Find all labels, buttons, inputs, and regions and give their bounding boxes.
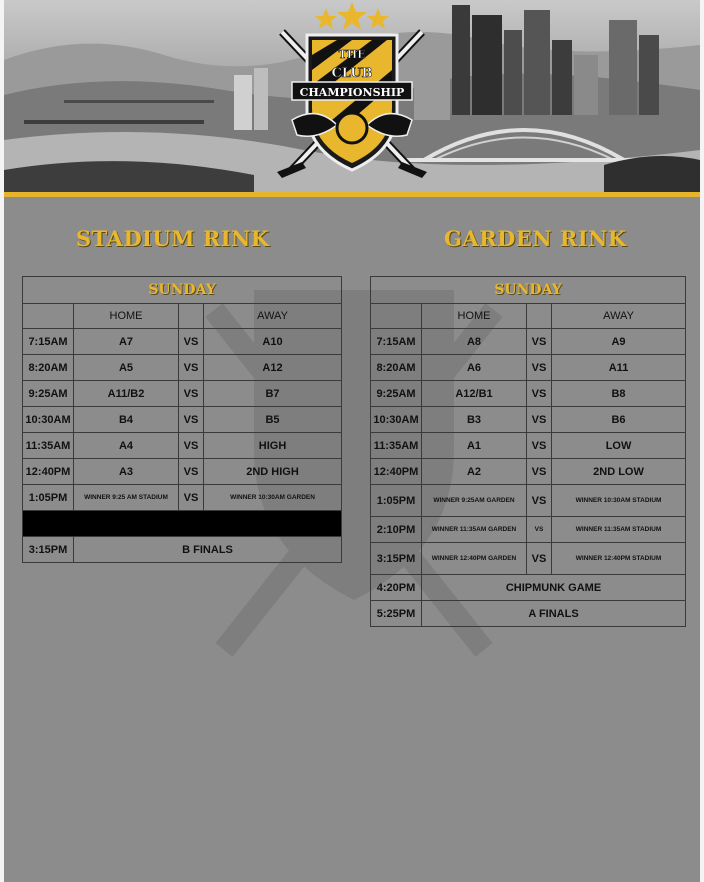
vs-cell: VS — [527, 329, 552, 355]
away-cell: WINNER 10:30AM GARDEN — [204, 485, 342, 511]
vs-cell: VS — [179, 381, 204, 407]
time-cell: 10:30AM — [23, 407, 74, 433]
day-header: SUNDAY — [371, 277, 686, 304]
time-cell: 12:40PM — [23, 459, 74, 485]
time-cell: 8:20AM — [371, 355, 422, 381]
time-cell: 11:35AM — [23, 433, 74, 459]
vs-cell: VS — [527, 543, 552, 575]
table-row — [23, 537, 342, 563]
garden-rink-title: GARDEN RINK — [444, 226, 627, 251]
table-row — [23, 485, 342, 511]
vs-cell: VS — [527, 407, 552, 433]
away-cell: WINNER 10:30AM STADIUM — [552, 485, 686, 517]
header-banner — [4, 0, 700, 194]
vs-cell: VS — [179, 459, 204, 485]
vs-cell: VS — [527, 485, 552, 517]
home-cell: B4 — [74, 407, 179, 433]
gold-divider — [4, 192, 700, 197]
vs-cell: VS — [179, 433, 204, 459]
table-row — [23, 433, 342, 459]
time-cell: 7:15AM — [371, 329, 422, 355]
away-cell: B5 — [204, 407, 342, 433]
table-row — [23, 381, 342, 407]
time-cell: 4:20PM — [371, 575, 422, 601]
logo-text-championship: CHAMPIONSHIP — [299, 86, 405, 99]
away-cell: 2ND HIGH — [204, 459, 342, 485]
time-cell: 7:15AM — [23, 329, 74, 355]
home-cell: WINNER 12:40PM GARDEN — [422, 543, 527, 575]
time-cell: 5:25PM — [371, 601, 422, 627]
time-cell: 3:15PM — [371, 543, 422, 575]
home-cell: A7 — [74, 329, 179, 355]
time-cell: 8:20AM — [23, 355, 74, 381]
stadium-schedule-table — [22, 276, 342, 563]
away-cell: A10 — [204, 329, 342, 355]
away-cell: WINNER 11:35AM STADIUM — [552, 517, 686, 543]
away-cell: B7 — [204, 381, 342, 407]
table-row — [371, 601, 686, 627]
time-cell: 3:15PM — [23, 537, 74, 563]
home-cell: A3 — [74, 459, 179, 485]
home-cell: A8 — [422, 329, 527, 355]
blank-header-cell — [527, 304, 552, 329]
logo-text-the: THE — [338, 48, 366, 61]
vs-cell: VS — [527, 381, 552, 407]
table-row — [23, 459, 342, 485]
club-championship-logo — [262, 0, 442, 194]
away-cell: A12 — [204, 355, 342, 381]
vs-cell: VS — [179, 407, 204, 433]
away-header: AWAY — [204, 304, 342, 329]
away-cell: B8 — [552, 381, 686, 407]
away-cell: A9 — [552, 329, 686, 355]
away-cell: WINNER 12:40PM STADIUM — [552, 543, 686, 575]
home-cell: A6 — [422, 355, 527, 381]
home-cell: B3 — [422, 407, 527, 433]
star-icon — [315, 8, 337, 29]
vs-cell: VS — [527, 355, 552, 381]
table-row — [371, 517, 686, 543]
home-header: HOME — [422, 304, 527, 329]
blocked-cell — [23, 511, 342, 537]
home-cell: WINNER 9:25 AM STADIUM — [74, 485, 179, 511]
star-icon — [367, 8, 389, 29]
time-cell: 10:30AM — [371, 407, 422, 433]
table-row — [23, 329, 342, 355]
day-header: SUNDAY — [23, 277, 342, 304]
home-cell: WINNER 9:25AM GARDEN — [422, 485, 527, 517]
blocked-row — [23, 511, 342, 537]
home-header: HOME — [74, 304, 179, 329]
table-row — [371, 381, 686, 407]
time-cell: 1:05PM — [23, 485, 74, 511]
time-cell: 12:40PM — [371, 459, 422, 485]
home-cell: A2 — [422, 459, 527, 485]
time-cell: 1:05PM — [371, 485, 422, 517]
garden-schedule-table — [370, 276, 686, 627]
home-cell: A5 — [74, 355, 179, 381]
time-cell: 11:35AM — [371, 433, 422, 459]
table-row — [371, 407, 686, 433]
blank-header-cell — [179, 304, 204, 329]
table-row — [371, 329, 686, 355]
table-row — [371, 459, 686, 485]
vs-cell: VS — [179, 329, 204, 355]
blank-header-cell — [23, 304, 74, 329]
home-cell: A12/B1 — [422, 381, 527, 407]
home-cell: A1 — [422, 433, 527, 459]
table-row — [371, 485, 686, 517]
event-cell: B FINALS — [74, 537, 342, 563]
away-cell: B6 — [552, 407, 686, 433]
table-row — [23, 355, 342, 381]
event-cell: A FINALS — [422, 601, 686, 627]
vs-cell: VS — [179, 485, 204, 511]
time-cell: 9:25AM — [23, 381, 74, 407]
time-cell: 2:10PM — [371, 517, 422, 543]
away-header: AWAY — [552, 304, 686, 329]
table-row — [23, 407, 342, 433]
away-cell: 2ND LOW — [552, 459, 686, 485]
vs-cell: VS — [527, 459, 552, 485]
home-cell: WINNER 11:35AM GARDEN — [422, 517, 527, 543]
vs-cell: VS — [527, 433, 552, 459]
logo-text-club: CLUB — [331, 66, 373, 81]
star-icon — [337, 2, 367, 30]
time-cell: 9:25AM — [371, 381, 422, 407]
table-row — [371, 433, 686, 459]
away-cell: LOW — [552, 433, 686, 459]
home-cell: A11/B2 — [74, 381, 179, 407]
table-row — [371, 543, 686, 575]
away-cell: A11 — [552, 355, 686, 381]
stadium-rink-title: STADIUM RINK — [76, 226, 270, 251]
table-row — [371, 575, 686, 601]
home-cell: A4 — [74, 433, 179, 459]
event-cell: CHIPMUNK GAME — [422, 575, 686, 601]
table-row — [371, 355, 686, 381]
away-cell: HIGH — [204, 433, 342, 459]
blank-header-cell — [371, 304, 422, 329]
vs-cell: VS — [179, 355, 204, 381]
vs-cell: VS — [527, 517, 552, 543]
schedule-page — [4, 0, 700, 882]
